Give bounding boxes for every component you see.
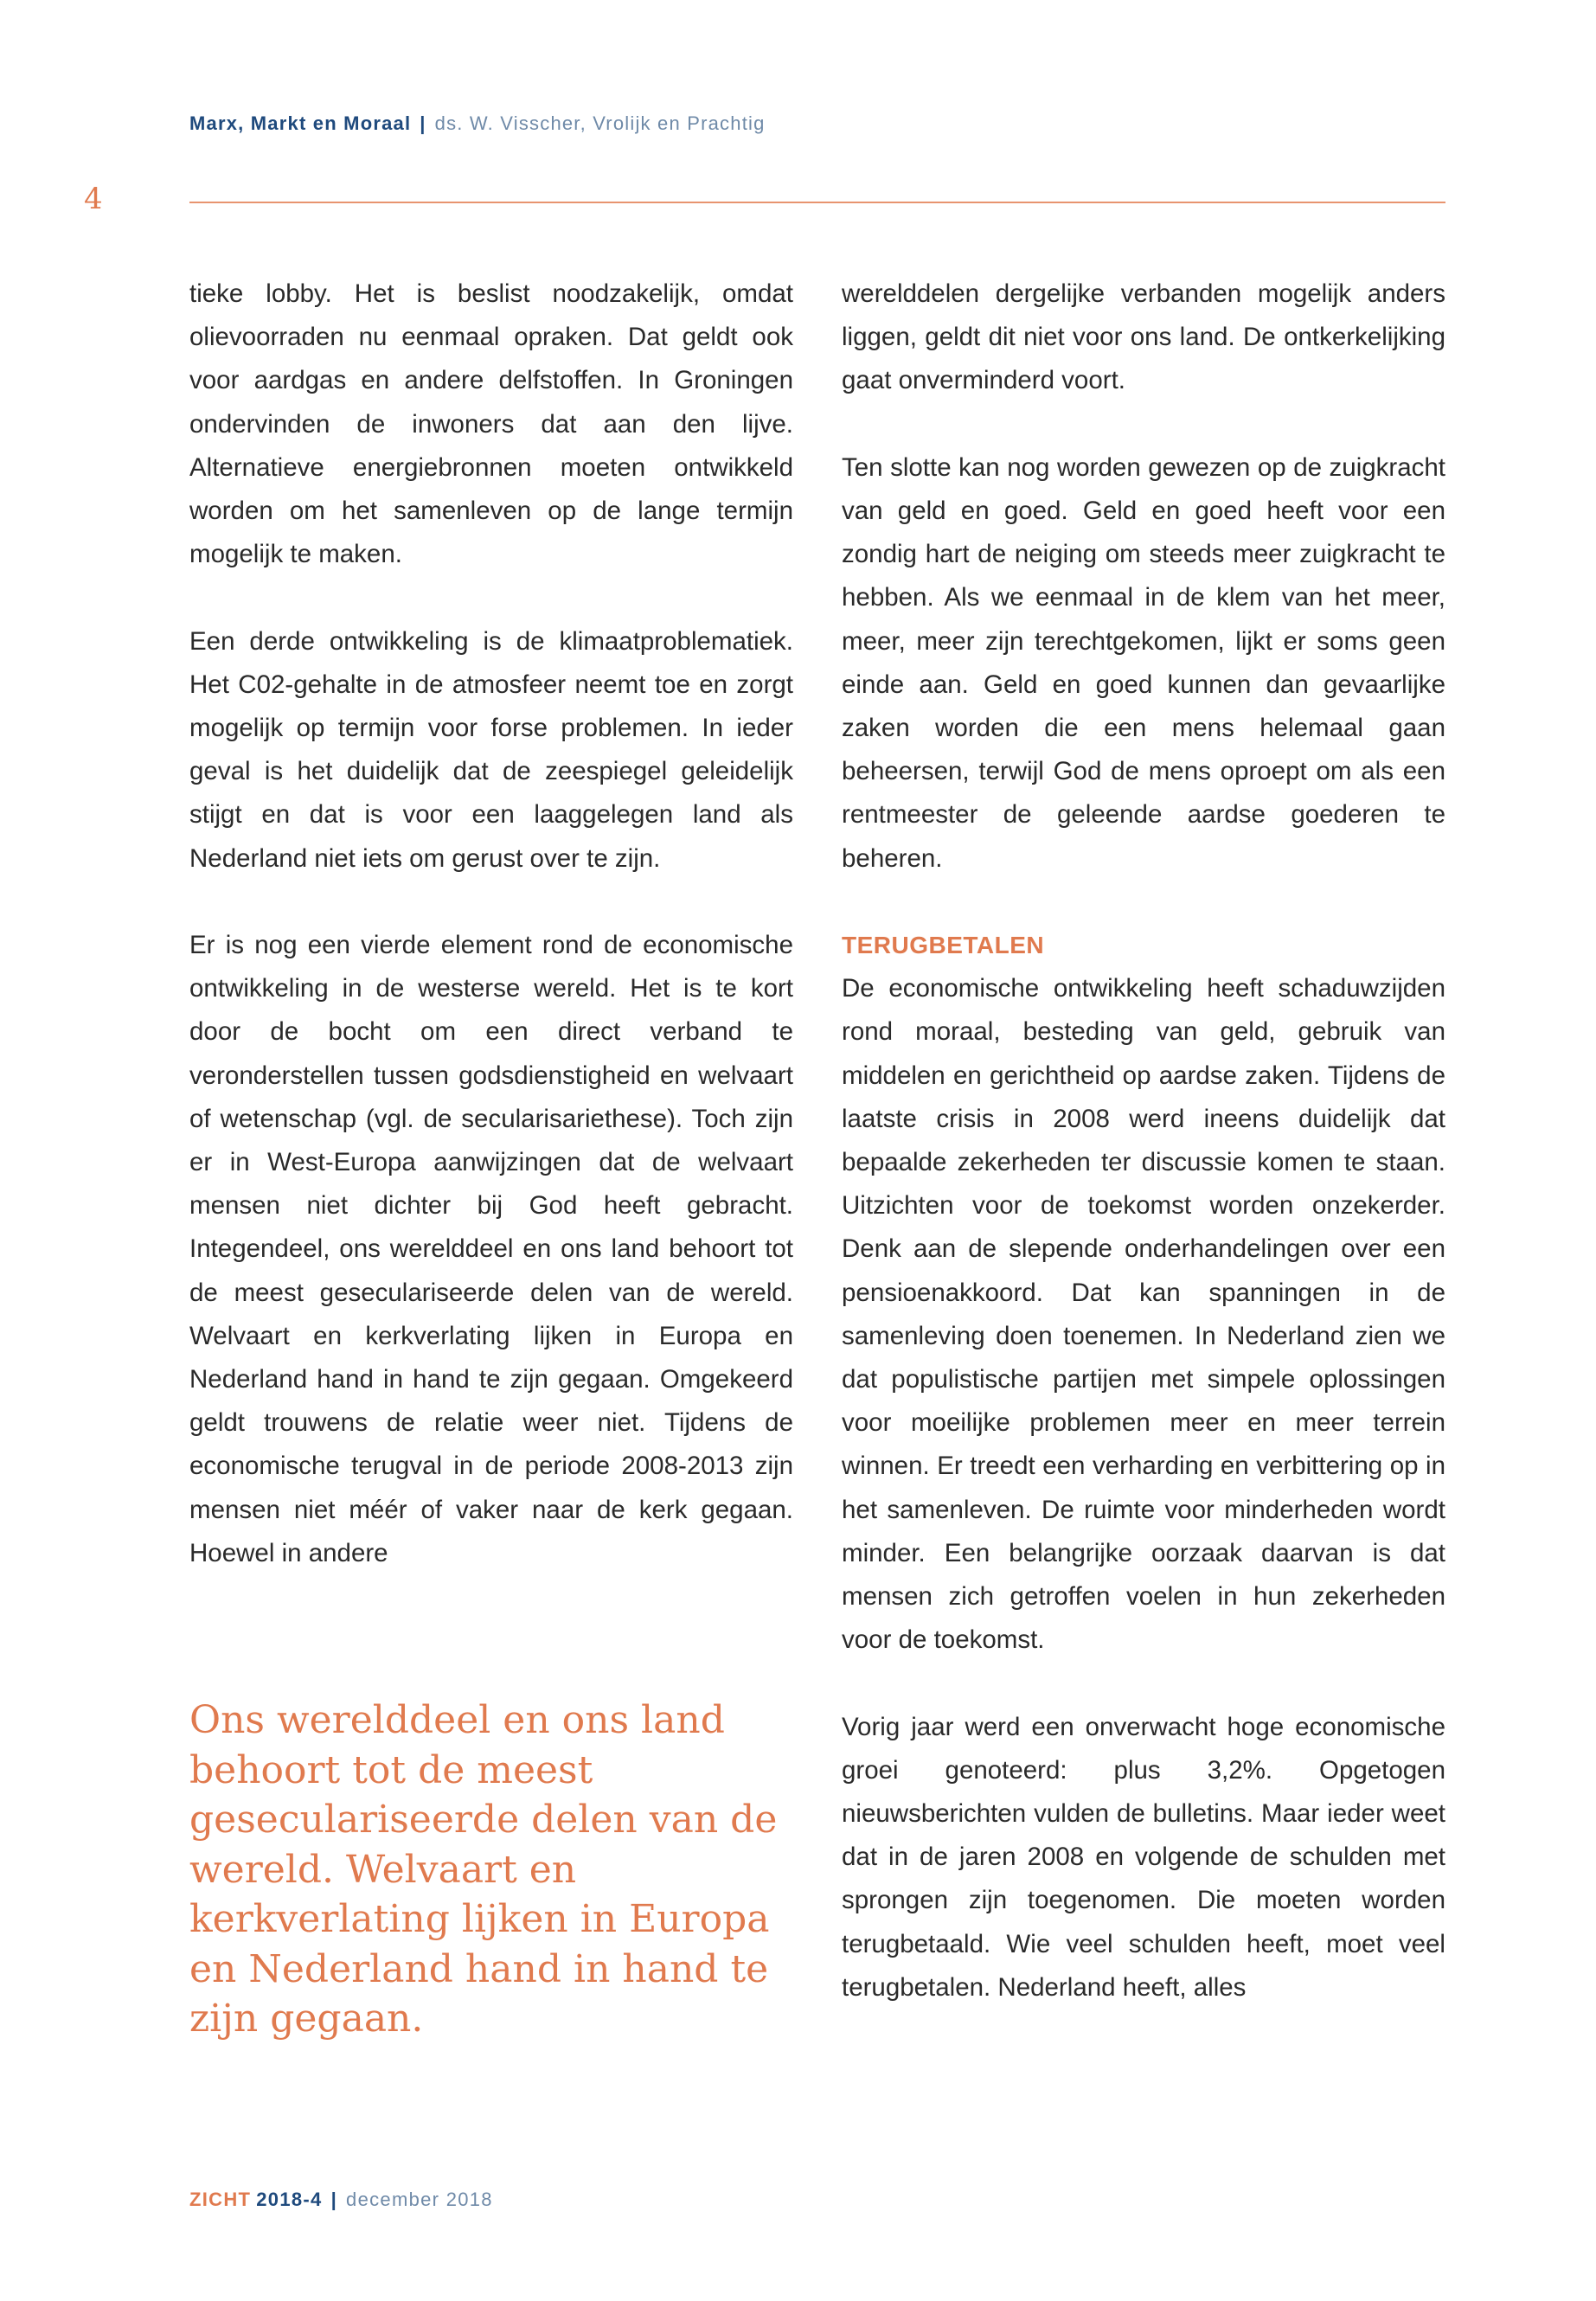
header-subtitle: ds. W. Visscher, Vrolijk en Prachtig bbox=[434, 112, 766, 134]
header-divider bbox=[189, 202, 1445, 203]
section-heading: TERUGBETALEN bbox=[842, 932, 1045, 959]
body-paragraph: De economische ontwikkeling heeft schaduwzijden rond moraal, besteding van geld, gebruik van middelen en gerichtheid op aardse zaken. Tijdens de laatste crisis in 2008 werd ineens duidelijk dat bepaalde zekerheden ter discussie komen te staan. Uitzichten voor de toekomst worden onzekerder. Denk aan de slepende onderhandelingen over een pensioenakkoord. Dat kan spanningen in de samenleving doen toenemen. In Nederland zien we dat populistische partijen met simpele oplossingen voor moeilijke problemen meer en meer terrein winnen. Er treedt een verharding en verbittering op in het samenleven. De ruimte voor minderheden wordt minder. Een belangrijke oorzaak daarvan is dat mensen zich getroffen voelen in hun zekerheden voor de toekomst. bbox=[842, 974, 1445, 1655]
body-paragraph: Er is nog een vierde element rond de economische ontwikkeling in de westerse wereld. Het is te kort door de bocht om een direct verband te veronderstellen tussen godsdienstigheid en welvaart of wetenschap (vgl. de secularisariethese). Toch zijn er in West-Europa aanwijzingen dat de welvaart mensen niet dichter bij God heeft gebracht. Integendeel, ons werelddeel en ons land behoort tot de meest geseculariseerde delen van de wereld. Welvaart en kerkverlating lijken in Europa en Nederland hand in hand te zijn gegaan. Omgekeerd geldt trouwens de relatie weer niet. Tijdens de economische terugval in de periode 2008-2013 zijn mensen niet méér of vaker naar de kerk gegaan. Hoewel in andere bbox=[189, 931, 793, 1567]
right-column bbox=[842, 272, 1445, 2009]
footer-date: december 2018 bbox=[346, 2189, 493, 2210]
pull-quote: Ons werelddeel en ons land behoort tot de meest geseculariseerde delen van de wereld. Welvaart en kerkverlating lijken in Europa en Nederland hand in hand te zijn gegaan. bbox=[189, 1698, 778, 2041]
footer-issue: 2018-4 bbox=[256, 2189, 323, 2210]
body-paragraph: Vorig jaar werd een onverwacht hoge economische groei genoteerd: plus 3,2%. Opgetogen nieuwsberichten vulden de bulletins. Maar ieder weet dat in de jaren 2008 en volgende de schulden met sprongen zijn toegenomen. Die moeten worden terugbetaald. Wie veel schulden heeft, moet veel terugbetalen. Nederland heeft, alles bbox=[842, 1712, 1445, 2002]
body-paragraph: Een derde ontwikkeling is de klimaatproblematiek. Het C02-gehalte in de atmosfeer neemt toe en zorgt mogelijk op termijn voor forse problemen. In ieder geval is het duidelijk dat de zeespiegel geleidelijk stijgt en dat is voor een laaggelegen land als Nederland niet iets om gerust over te zijn. bbox=[189, 626, 793, 873]
running-header bbox=[189, 112, 766, 135]
body-paragraph: werelddelen dergelijke verbanden mogelijk anders liggen, geldt dit niet voor ons land. De ontkerkelijking gaat onverminderd voort. bbox=[842, 279, 1445, 395]
footer-brand: ZICHT bbox=[189, 2189, 252, 2210]
footer-separator: | bbox=[330, 2189, 338, 2210]
header-title: Marx, Markt en Moraal bbox=[189, 112, 412, 134]
left-column bbox=[189, 272, 793, 1575]
page-number: 4 bbox=[84, 182, 103, 216]
header-separator: | bbox=[420, 112, 426, 134]
body-paragraph: Ten slotte kan nog worden gewezen op de zuigkracht van geld en goed. Geld en goed heeft voor een zondig hart de neiging om steeds meer zuigkracht te hebben. Als we eenmaal in de klem van het meer, meer, meer zijn terechtgekomen, lijkt er soms geen einde aan. Geld en goed kunnen dan gevaarlijke zaken worden die een mens helemaal gaan beheersen, terwijl God de mens oproept om als een rentmeester de geleende aardse goederen te beheren. bbox=[842, 452, 1445, 873]
body-paragraph: tieke lobby. Het is beslist noodzakelijk, omdat olievoorraden nu eenmaal opraken. Dat geldt ook voor aardgas en andere delfstoffen. In Groningen ondervinden de inwoners dat aan den lijve. Alternatieve energiebronnen moeten ontwikkeld worden om het samenleven op de lange termijn mogelijk te maken. bbox=[189, 279, 793, 569]
running-footer bbox=[189, 2189, 493, 2211]
